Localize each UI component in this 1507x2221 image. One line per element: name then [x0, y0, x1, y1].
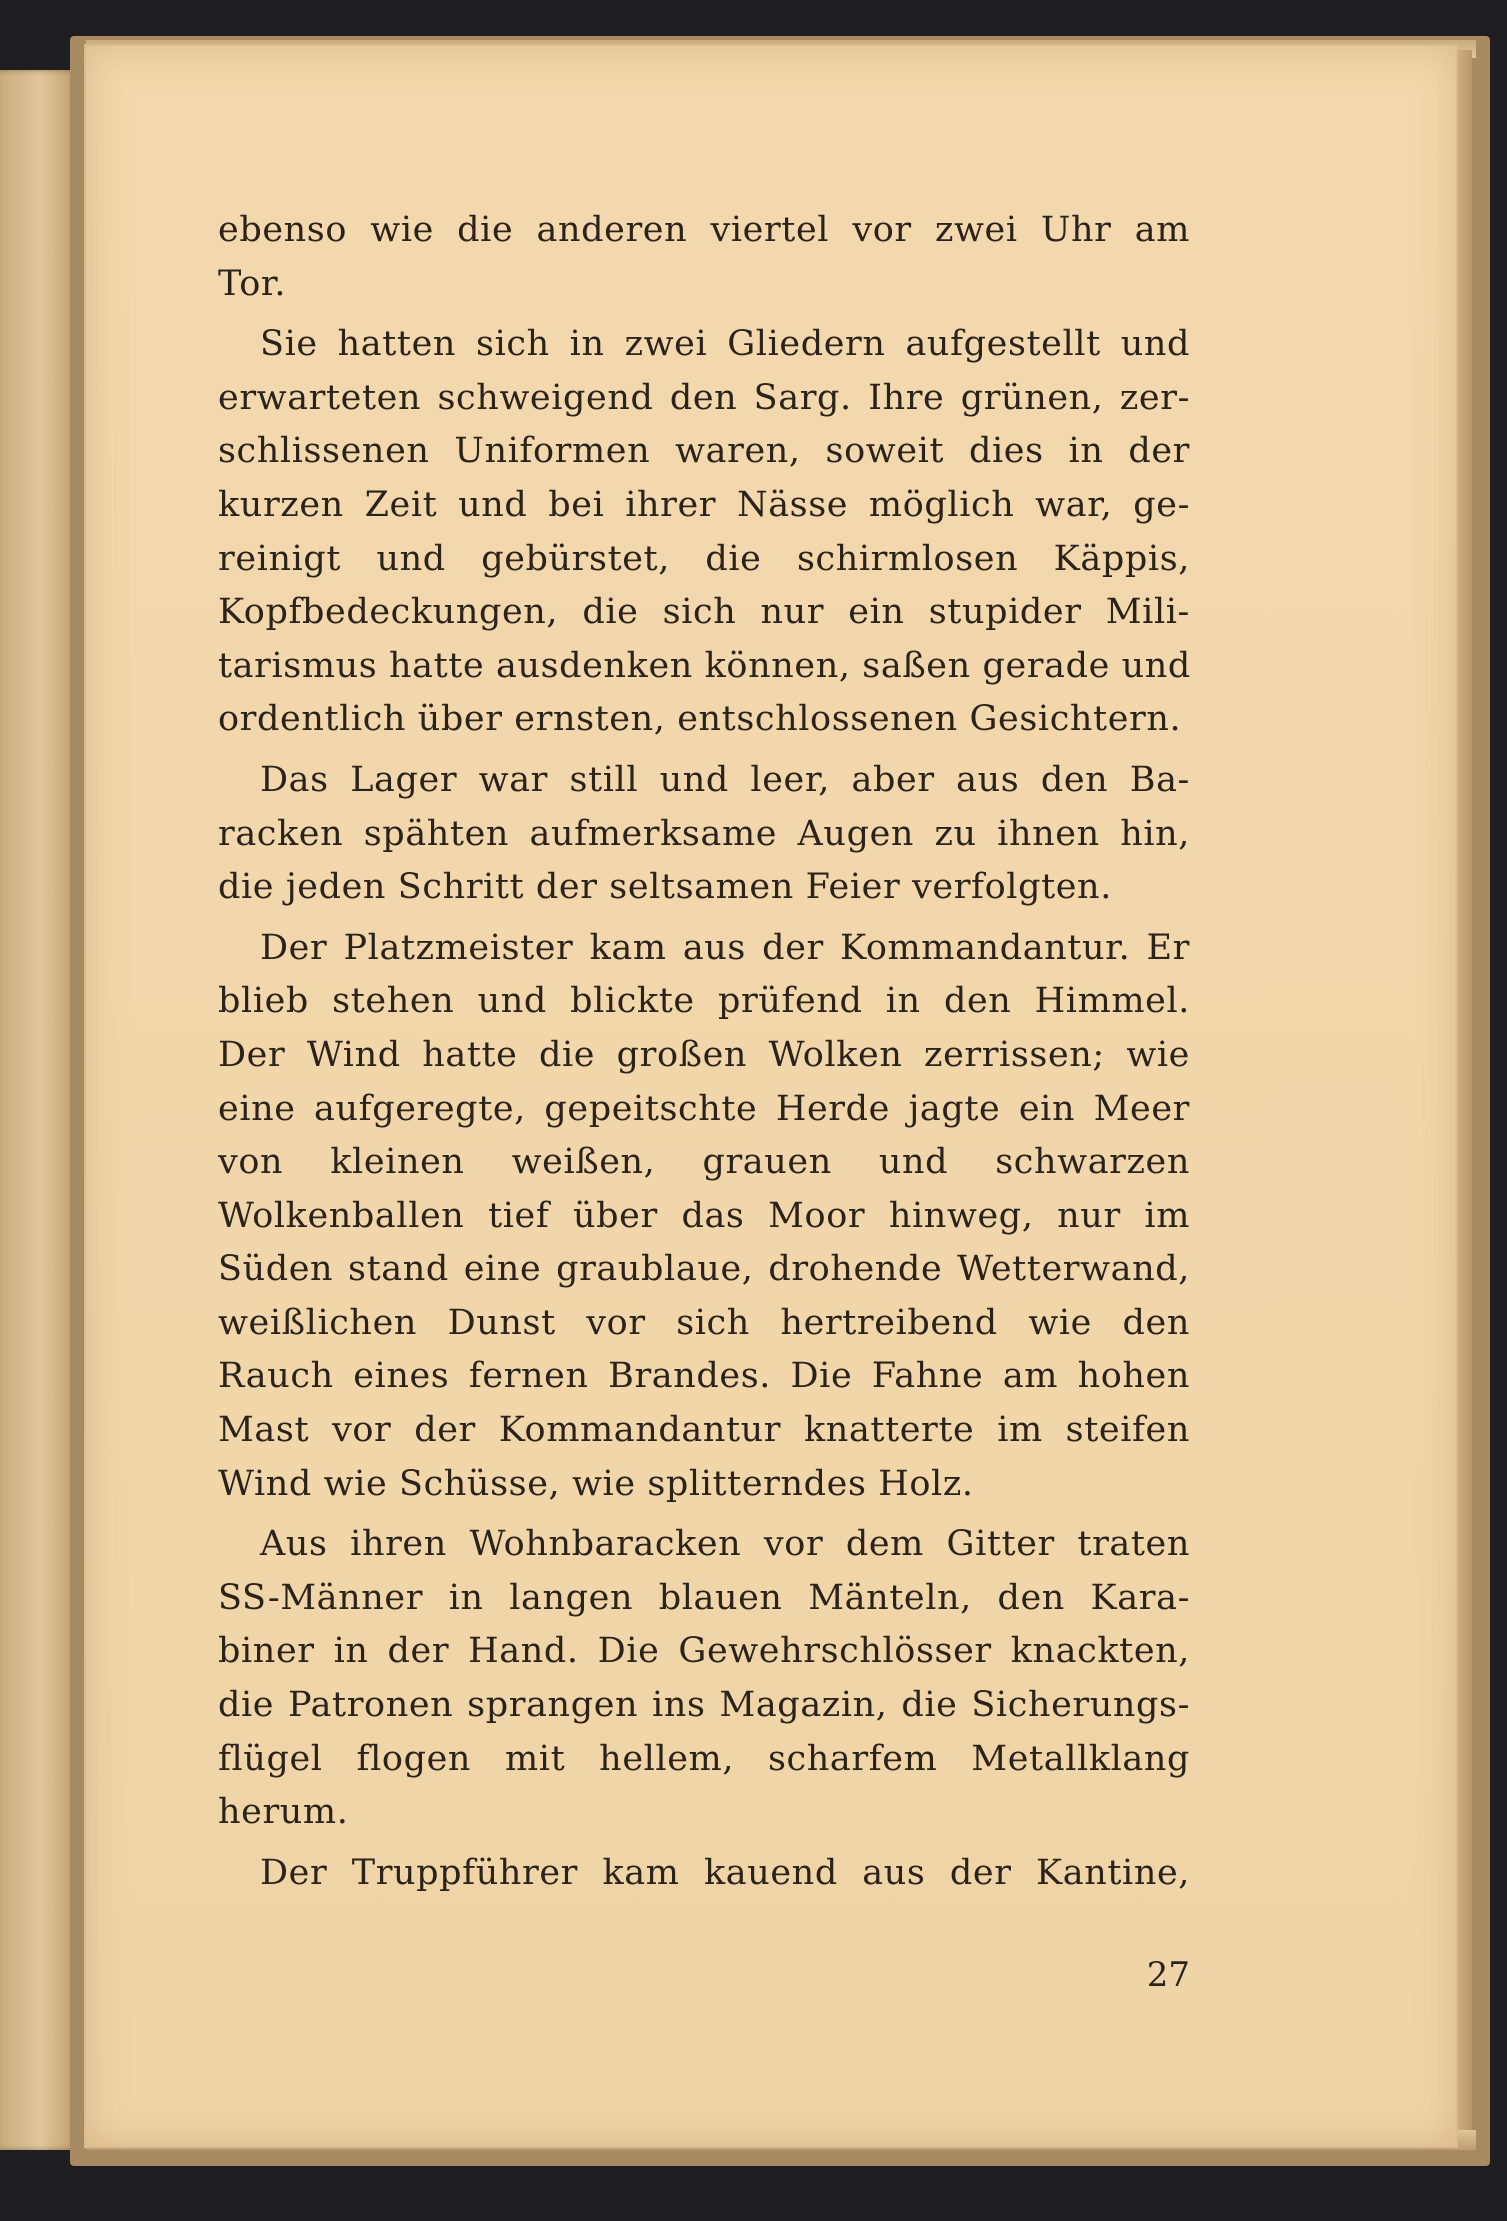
- paragraph: [218, 922, 1190, 1512]
- text-line: eine aufgeregte, gepeitschte Herde jagte ein Meer: [218, 1088, 1190, 1129]
- text-line: Der Platzmeister kam aus der Kommandantur. Er: [260, 927, 1190, 968]
- text-line: ordentlich über ernsten, entschlossenen Gesichtern.: [218, 699, 1182, 740]
- text-line: Aus ihren Wohnbaracken vor dem Gitter traten: [260, 1524, 1190, 1565]
- paragraph: [218, 754, 1190, 915]
- paragraph: [218, 1518, 1190, 1840]
- paragraph: [218, 204, 1190, 311]
- text-line: ebenso wie die anderen viertel vor zwei Uhr am: [218, 210, 1190, 250]
- body-text: [218, 204, 1190, 1900]
- text-line: Der Wind hatte die großen Wolken zerrissen; wie: [218, 1034, 1190, 1075]
- text-line: Das Lager war still und leer, aber aus den Ba-: [260, 759, 1190, 800]
- text-line: Süden stand eine graublaue, drohende Wetterwand,: [218, 1249, 1190, 1290]
- text-line: tarismus hatte ausdenken können, saßen gerade und: [218, 645, 1191, 686]
- text-line: Rauch eines fernen Brandes. Die Fahne am hohen: [218, 1356, 1190, 1397]
- text-line: kurzen Zeit und bei ihrer Nässe möglich war, ge-: [218, 484, 1190, 525]
- paragraph: [218, 1847, 1190, 1901]
- text-line: reinigt und gebürstet, die schirmlosen Käppis,: [218, 538, 1190, 579]
- text-line: schlissenen Uniformen waren, soweit dies in der: [218, 431, 1190, 472]
- text-line: Wind wie Schüsse, wie splitterndes Holz.: [218, 1463, 974, 1504]
- text-line: flügel flogen mit hellem, scharfem Metallklang: [218, 1738, 1190, 1779]
- text-line: weißlichen Dunst vor sich hertreibend wie den: [218, 1302, 1190, 1343]
- text-line: Tor.: [218, 263, 287, 304]
- text-line: Wolkenballen tief über das Moor hinweg, nur im: [218, 1195, 1190, 1236]
- text-line: die Patronen sprangen ins Magazin, die Sicherungs-: [218, 1685, 1190, 1726]
- text-line: herum.: [218, 1792, 349, 1833]
- text-line: Mast vor der Kommandantur knatterte im steifen: [218, 1410, 1190, 1451]
- text-line: Sie hatten sich in zwei Gliedern aufgestellt und: [260, 324, 1190, 365]
- text-line: erwarteten schweigend den Sarg. Ihre grünen, zer-: [218, 377, 1190, 418]
- page-number: 27: [1146, 1955, 1190, 1995]
- text-line: die jeden Schritt der seltsamen Feier verfolgten.: [218, 867, 1112, 908]
- text-line: Der Truppführer kam kauend aus der Kantine,: [260, 1852, 1190, 1893]
- paragraph: [218, 318, 1190, 747]
- text-line: Kopfbedeckungen, die sich nur ein stupider Mili-: [218, 592, 1190, 633]
- text-line: racken spähten aufmerksame Augen zu ihnen hin,: [218, 813, 1190, 854]
- text-line: von kleinen weißen, grauen und schwarzen: [218, 1142, 1190, 1183]
- text-line: biner in der Hand. Die Gewehrschlösser knackten,: [218, 1631, 1190, 1672]
- text-line: blieb stehen und blickte prüfend in den Himmel.: [218, 981, 1190, 1022]
- text-line: SS-Männer in langen blauen Mänteln, den Kara-: [218, 1577, 1190, 1618]
